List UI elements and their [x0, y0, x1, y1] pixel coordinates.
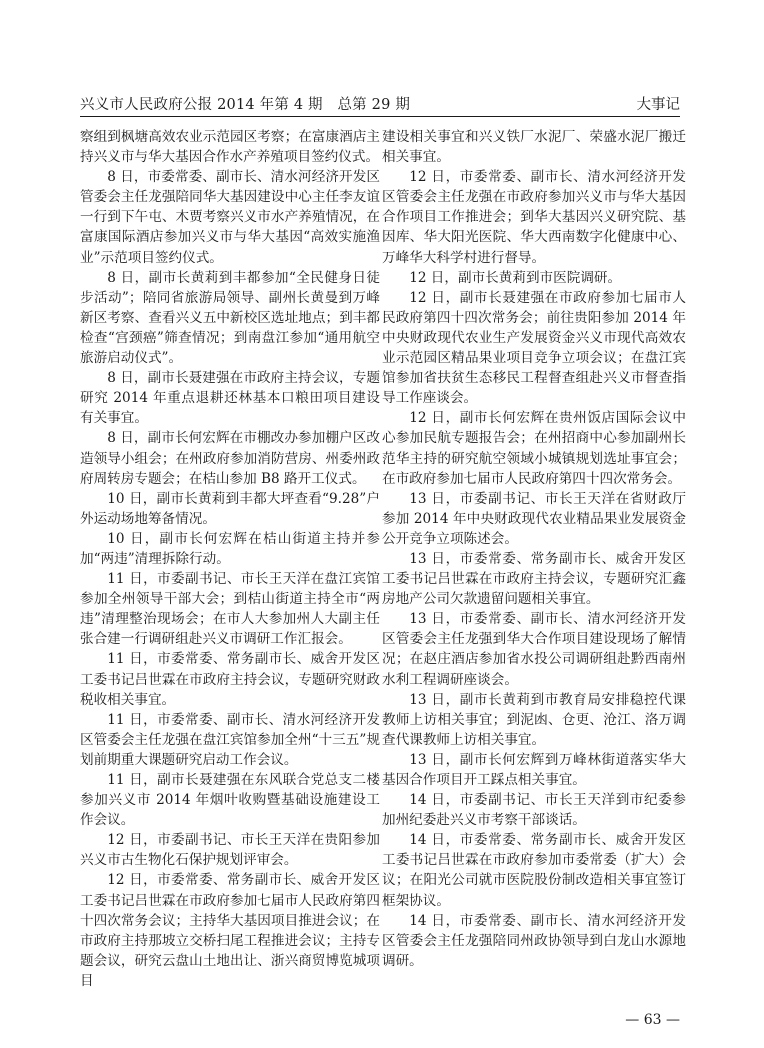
paragraph: 11 日，市委副书记、市长王天洋在盘江宾馆参加全州领导干部大会；到桔山街道主持全市“两违”清理整治现场会；在市人大参加州人大副主任张合建一行调研组赴兴义市调研工作汇报会。 — [80, 571, 380, 648]
paragraph: 8 日，副市长黄莉到丰都参加“全民健身日徒步活动”；陪同省旅游局领导、副州长黄曼到万峰新区考察、查看兴义五中新校区选址地点；到丰都检查“宫颈癌”筛查情况；到南盘江参加“通用航空旅游启动仪式”。 — [80, 269, 380, 367]
paragraph: 11 日，市委常委、副市长、清水河经济开发区管委会主任龙强在盘江宾馆参加全州“十三五”规划前期重大课题研究启动工作会议。 — [80, 711, 380, 768]
page-number: — 63 — — [625, 1012, 680, 1028]
paragraph: 11 日，副市长聂建强在东风联合党总支二楼参加兴义市 2014 年烟叶收购暨基础设施建设工作会议。 — [80, 772, 380, 829]
left-column — [80, 127, 380, 1007]
paragraph: 11 日，市委常委、常务副市长、威舍开发区工委书记吕世霖在市政府主持会议，专题研究财政税收相关事宜。 — [80, 651, 380, 708]
paragraph: 13 日，市委常委、常务副市长、威舍开发区工委书记吕世霖在市政府主持会议，专题研究汇鑫房地产公司欠款遗留问题相关事宜。 — [382, 550, 686, 608]
paragraph: 察组到枫塘高效农业示范园区考察；在富康酒店主持兴义市与华大基因合作水产养殖项目签约仪式。 — [80, 129, 380, 166]
paragraph: 8 日，副市长聂建强在市政府主持会议，专题研究 2014 年重点退耕还林基本口粮田项目建设有关事宜。 — [80, 370, 380, 427]
right-column — [382, 127, 686, 1007]
paragraph: 10 日，副市长何宏辉在桔山街道主持并参加“两违”清理拆除行动。 — [80, 530, 380, 567]
paragraph: 14 日，市委常委、副市长、清水河经济开发区管委会主任龙强陪同州政协领导到白龙山水源地调研。 — [382, 912, 686, 969]
paragraph: 14 日，市委常委、常务副市长、威舍开发区工委书记吕世霖在市政府参加市委常委（扩大）会议；在阳光公司就市医院股份制改造相关事宜签订框架协议。 — [382, 832, 686, 909]
section-title: 大事记 — [636, 97, 680, 113]
journal-title: 兴义市人民政府公报 2014 年第 4 期 总第 29 期 — [80, 97, 411, 113]
paragraph: 12 日，副市长黄莉到市医院调研。 — [409, 269, 622, 286]
paragraph: 13 日，副市长何宏辉到万峰林街道落实华大基因合作项目开工踩点相关事宜。 — [382, 751, 686, 788]
paragraph: 14 日，市委副书记、市长王天洋到市纪委参加州纪委赴兴义市考察干部谈话。 — [382, 792, 686, 829]
paragraph: 8 日，市委常委、副市长、清水河经济开发区管委会主任龙强陪同华大基因建设中心主任李友谊一行到下午屯、木贾考察兴义市水产养殖情况，在富康国际酒店参加兴义市与华大基因“高效实施渔业”示范项目签约仪式。 — [80, 169, 380, 266]
paragraph: 12 日，副市长聂建强在市政府参加七届市人民政府第四十四次常务会；前往贵阳参加 2014 年中央财政现代农业生产发展资金兴义市现代高效农业示范园区精品果业项目竞争立项会议；在盘江宾馆参加省扶贫生态移民工程督查组赴兴义市督查指导工作座谈会。 — [382, 289, 686, 407]
paragraph: 13 日，市委副书记、市长王天洋在省财政厅参加 2014 年中央财政现代农业精品果业发展资金公开竞争立项陈述会。 — [382, 490, 686, 547]
paragraph: 建设相关事宜和兴义铁厂水泥厂、荣盛水泥厂搬迁相关事宜。 — [382, 129, 686, 166]
paragraph: 13 日，副市长黄莉到市教育局安排稳控代课教师上访相关事宜；到泥凼、仓更、沧江、洛万调查代课教师上访相关事宜。 — [382, 691, 686, 748]
paragraph: 12 日，副市长何宏辉在贵州饭店国际会议中心参加民航专题报告会；在州招商中心参加副州长范华主持的研究航空领域小城镇规划选址事宜会；在市政府参加七届市人民政府第四十四次常务会。 — [382, 410, 686, 487]
paragraph: 13 日，市委常委、副市长、清水河经济开发区管委会主任龙强到华大合作项目建设现场了解情况；在赵庄酒店参加省水投公司调研组赴黔西南州水利工程调研座谈会。 — [382, 611, 686, 688]
page-header — [0, 0, 764, 120]
header-divider — [80, 116, 680, 117]
paragraph: 12 日，市委常委、副市长、清水河经济开发区管委会主任龙强在市政府参加兴义市与华大基因合作项目工作推进会；到华大基因兴义研究院、基因库、华大阳光医院、华大西南数字化健康中心、万峰华大科学村进行督导。 — [382, 169, 686, 266]
paragraph: 12 日，市委常委、常务副市长、威舍开发区工委书记吕世霖在市政府参加七届市人民政府第四十四次常务会议；主持华大基因项目推进会议；在市政府主持那坡立交桥扫尾工程推进会议；主持专题会议，研究云盘山土地出让、浙兴商贸博览城项目 — [80, 872, 380, 989]
paragraph: 8 日，副市长何宏辉在市棚改办参加棚户区改造领导小组会；在州政府参加消防营房、州委州政府周转房专题会；在桔山参加 B8 路开工仪式。 — [80, 430, 380, 487]
paragraph: 12 日，市委副书记、市长王天洋在贵阳参加兴义市古生物化石保护规划评审会。 — [80, 832, 380, 869]
paragraph: 10 日，副市长黄莉到丰都大坪查看“9.28”户外运动场地筹备情况。 — [80, 490, 380, 527]
